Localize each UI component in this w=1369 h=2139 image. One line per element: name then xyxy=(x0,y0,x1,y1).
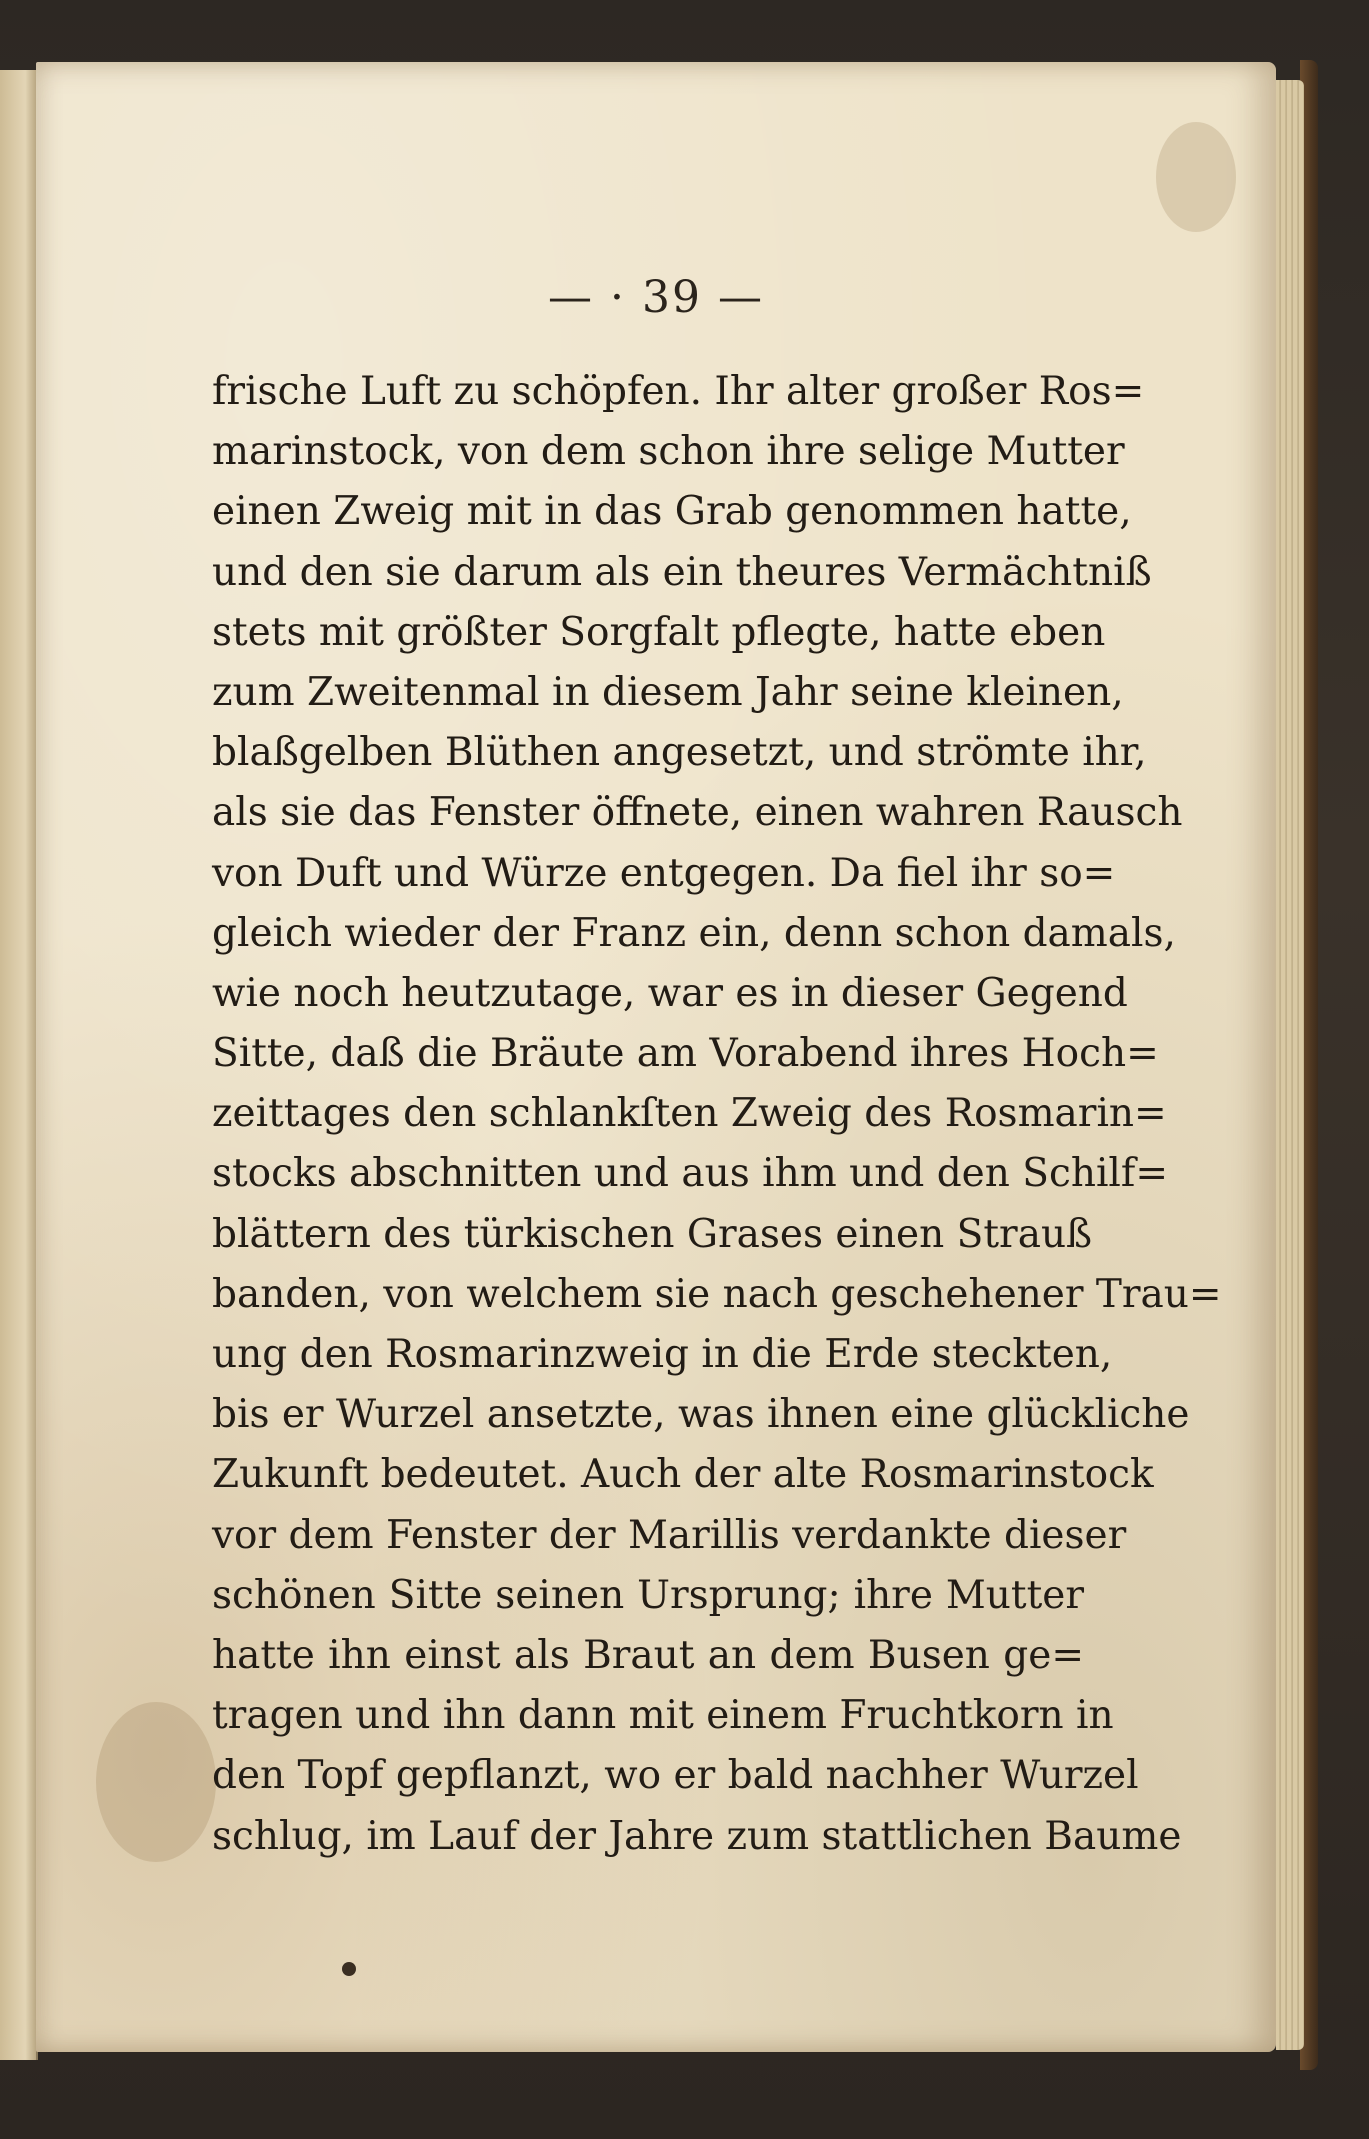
book-page xyxy=(36,62,1276,2052)
previous-page-edge xyxy=(0,70,38,2060)
text-line: und den sie darum als ein theures Vermächtniß xyxy=(212,549,1152,595)
text-line: zeittages den schlankſten Zweig des Rosmarin= xyxy=(212,1091,1167,1137)
text-line: wie noch heutzutage, war es in dieser Gegend xyxy=(212,970,1128,1016)
text-line: hatte ihn einst als Braut an dem Busen ge= xyxy=(212,1632,1084,1678)
page-body-text xyxy=(212,362,1222,1867)
text-line: vor dem Fenster der Marillis verdankte dieser xyxy=(212,1512,1127,1558)
text-line: blaßgelben Blüthen angesetzt, und strömte ihr, xyxy=(212,730,1147,776)
text-line: von Duft und Würze entgegen. Da fiel ihr so= xyxy=(212,850,1116,896)
page-stack-edges xyxy=(1276,80,1304,2050)
paper-stain xyxy=(96,1702,216,1862)
text-line: banden, von welchem sie nach geschehener Trau= xyxy=(212,1271,1222,1317)
text-line: frische Luft zu schöpfen. Ihr alter großer Ros= xyxy=(212,369,1145,414)
page-number: — · 39 — xyxy=(548,272,764,323)
paper-stain xyxy=(1156,122,1236,232)
text-line: marinstock, von dem schon ihre selige Mutter xyxy=(212,429,1125,475)
text-line: Zukunft bedeutet. Auch der alte Rosmarinstock xyxy=(212,1452,1154,1498)
text-line: einen Zweig mit in das Grab genommen hatte, xyxy=(212,489,1132,535)
text-line: als sie das Fenster öffnete, einen wahren Rausch xyxy=(212,790,1183,836)
text-line: Sitte, daß die Bräute am Vorabend ihres Hoch= xyxy=(212,1031,1159,1077)
text-line: den Topf gepflanzt, wo er bald nachher Wurzel xyxy=(212,1753,1139,1799)
text-line: ung den Rosmarinzweig in die Erde steckten, xyxy=(212,1332,1113,1377)
text-line: schlug, im Lauf der Jahre zum stattlichen Baume xyxy=(212,1813,1182,1859)
ink-spot xyxy=(342,1962,356,1976)
text-line: gleich wieder der Franz ein, denn schon damals, xyxy=(212,910,1176,956)
text-line: zum Zweitenmal in diesem Jahr seine kleinen, xyxy=(212,669,1124,715)
text-line: tragen und ihn dann mit einem Fruchtkorn in xyxy=(212,1693,1114,1739)
text-line: bis er Wurzel ansetzte, was ihnen eine glückliche xyxy=(212,1392,1190,1438)
text-line: schönen Sitte seinen Ursprung; ihre Mutter xyxy=(212,1572,1084,1618)
text-line: blättern des türkischen Grases einen Strauß xyxy=(212,1211,1093,1257)
text-line: stets mit größter Sorgfalt pflegte, hatte eben xyxy=(212,609,1106,655)
text-line: stocks abschnitten und aus ihm und den Schilf= xyxy=(212,1151,1169,1197)
